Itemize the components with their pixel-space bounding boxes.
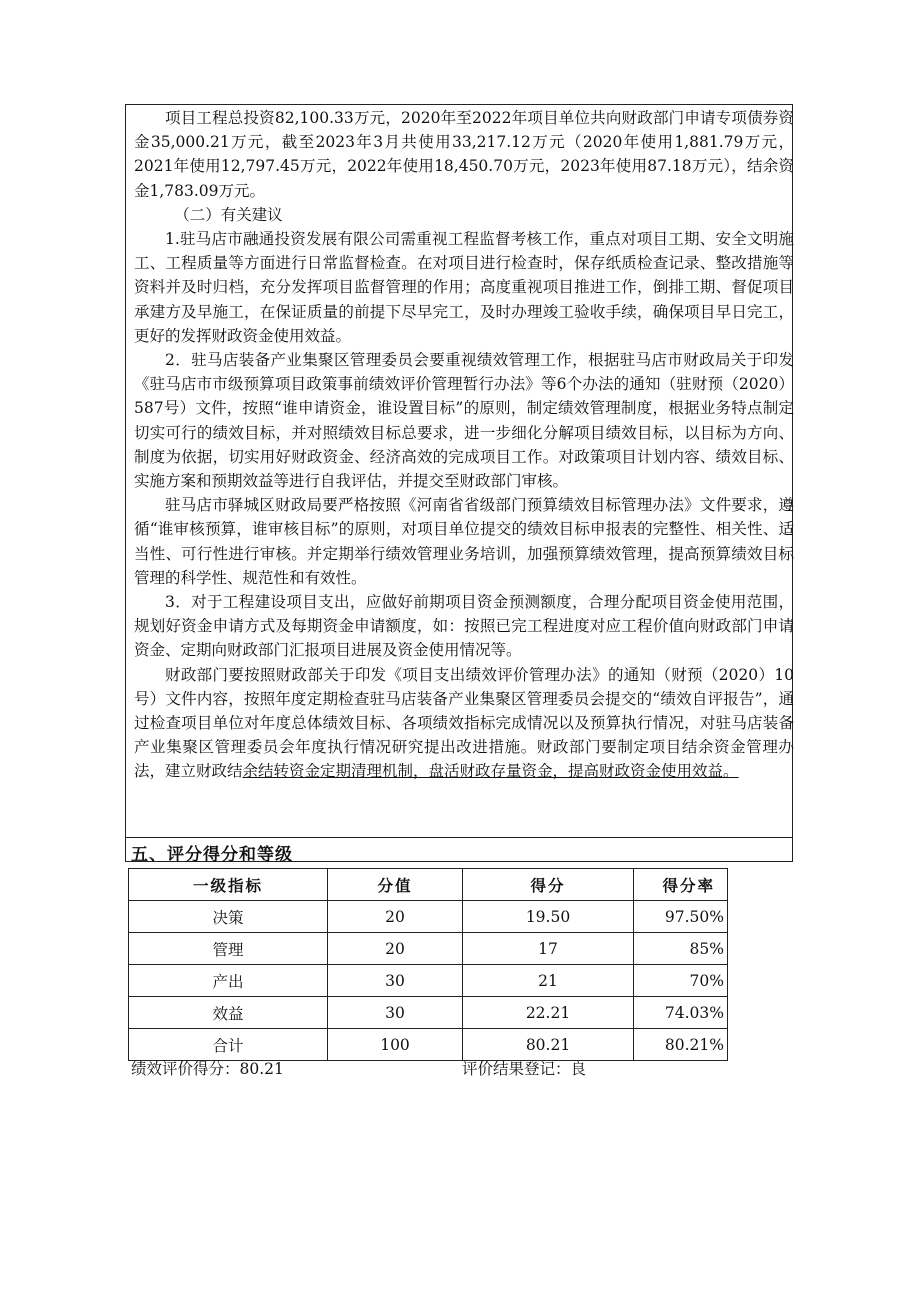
cell-rate: 70% [634, 965, 728, 997]
cell-score: 17 [463, 933, 634, 965]
section-title: 五、评分得分和等级 [131, 845, 293, 865]
col-indicator: 一级指标 [129, 869, 328, 901]
cell-rate: 80.21% [634, 1029, 728, 1061]
paragraph-suggestion-1: 1.驻马店市融通投资发展有限公司需重视工程监督考核工作，重点对项目工期、安全文明施工、工程质量等方面进行日常监督检查。在对项目进行检查时，保存纸质检查记录、整改措施等资料并及时归档，充分发挥项目监督管理的作用；高度重视项目推进工作，倒排工期、督促项目承建方及早施工，在保证质量的前提下尽早完工，及时办理竣工验收手续，确保项目早日完工，更好的发挥财政资金使用效益。 [134, 230, 794, 345]
table-row [129, 933, 728, 965]
cell-score: 80.21 [463, 1029, 634, 1061]
col-points: 分值 [328, 869, 463, 901]
underlined-text: 余结转资金定期清理机制，盘活财政存量资金，提高财政资金使用效益。 [242, 762, 739, 781]
cell-indicator: 产出 [129, 965, 328, 997]
score-table [128, 868, 728, 1061]
table-row [129, 901, 728, 933]
cell-rate: 74.03% [634, 997, 728, 1029]
cell-rate: 97.50% [634, 901, 728, 933]
cell-points: 30 [328, 965, 463, 997]
cell-score: 21 [463, 965, 634, 997]
cell-indicator: 效益 [129, 997, 328, 1029]
footer-score: 绩效评价得分：80.21 [131, 1060, 284, 1078]
paragraph-finance-bureau: 驻马店市驿城区财政局要严格按照《河南省省级部门预算绩效目标管理办法》文件要求，遵循“谁审核预算，谁审核目标”的原则，对项目单位提交的绩效目标申报表的完整性、相关性、适当性、可行性进行审核。并定期举行绩效管理业务培训，加强预算绩效管理，提高预算绩效目标管理的科学性、规范性和有效性。 [134, 496, 794, 587]
table-header-row [129, 869, 728, 901]
section-divider [125, 837, 793, 838]
paragraph-finance-dept [134, 663, 794, 784]
col-rate: 得分率 [634, 869, 728, 901]
cell-indicator: 决策 [129, 901, 328, 933]
footer-grade: 评价结果登记：良 [462, 1060, 587, 1078]
paragraph-suggestion-3: 3．对于工程建设项目支出，应做好前期项目资金预测额度，合理分配项目资金使用范围，规划好资金申请方式及每期资金申请额度，如：按照已完工程进度对应工程价值向财政部门申请资金、定期向财政部门汇报项目进展及资金使用情况等。 [134, 593, 794, 660]
cell-score: 22.21 [463, 997, 634, 1029]
table-row [129, 997, 728, 1029]
cell-points: 100 [328, 1029, 463, 1061]
subheading-suggestions: （二）有关建议 [174, 205, 283, 224]
paragraph-suggestion-2: 2．驻马店装备产业集聚区管理委员会要重视绩效管理工作，根据驻马店市财政局关于印发《驻马店市市级预算项目政策事前绩效评价管理暂行办法》等6个办法的通知（驻财预（2020）587号）文件，按照“谁申请资金，谁设置目标”的原则，制定绩效管理制度，根据业务特点制定切实可行的绩效目标，并对照绩效目标总要求，进一步细化分解项目绩效目标，以目标为方向、制度为依据，切实用好财政资金、经济高效的完成项目工作。对政策项目计划内容、绩效目标、实施方案和预期效益等进行自我评估，并提交至财政部门审核。 [134, 351, 794, 491]
table-row [129, 965, 728, 997]
paragraph-finance-dept-text: 财政部门要按照财政部关于印发《项目支出绩效评价管理办法》的通知（财预（2020）10号）文件内容，按照年度定期检查驻马店装备产业集聚区管理委员会提交的“绩效自评报告”，通过检查项目单位对年度总体绩效目标、各项绩效指标完成情况以及预算执行情况，对驻马店装备产业集聚区管理委员会年度执行情况研究提出改进措施。财政部门要制定项目结余资金管理办法，建立财政结 [134, 665, 794, 781]
cell-points: 20 [328, 933, 463, 965]
cell-rate: 85% [634, 933, 728, 965]
cell-indicator: 合计 [129, 1029, 328, 1061]
cell-indicator: 管理 [129, 933, 328, 965]
body-text [134, 106, 794, 784]
cell-points: 30 [328, 997, 463, 1029]
cell-points: 20 [328, 901, 463, 933]
table-row-total [129, 1029, 728, 1061]
paragraph-investment: 项目工程总投资82,100.33万元，2020年至2022年项目单位共向财政部门申请专项债券资金35,000.21万元，截至2023年3月共使用33,217.12万元（2020年使用1,881.79万元，2021年使用12,797.45万元，2022年使用18,450.70万元，2023年使用87.18万元），结余资金1,783.09万元。 [134, 109, 794, 200]
col-score: 得分 [463, 869, 634, 901]
cell-score: 19.50 [463, 901, 634, 933]
